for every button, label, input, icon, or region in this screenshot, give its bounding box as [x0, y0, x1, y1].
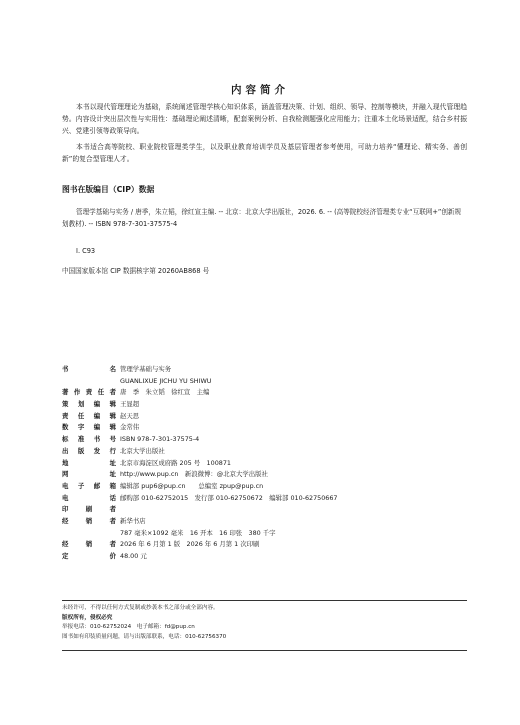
colophon-value: 787 毫米×1092 毫米 16 开本 16 印张 380 千字 — [120, 528, 276, 537]
colophon-label: 定价 — [62, 552, 116, 560]
colophon-table — [62, 364, 462, 563]
colophon-row-email — [62, 481, 462, 493]
notice-line-1: 未经许可，不得以任何方式复制或抄袭本书之部分或全部内容。 — [62, 605, 219, 611]
cip-heading: 图书在版编目（CIP）数据 — [62, 185, 155, 194]
colophon-value: 48.00 元 — [120, 552, 147, 560]
colophon-row-isbn — [62, 434, 462, 446]
colophon-label: 印刷者 — [62, 505, 116, 514]
colophon-row-planning-editor — [62, 399, 462, 411]
colophon-row-publisher — [62, 446, 462, 458]
colophon-value: 邮购部 010-62752015 发行部 010-62750672 编辑部 010-62750667 — [120, 493, 338, 502]
divider-bottom — [62, 650, 467, 651]
colophon-label: 出版发行 — [62, 446, 116, 455]
colophon-label: 地址 — [62, 458, 116, 467]
colophon-row-printer — [62, 504, 462, 516]
colophon-label: 经销者 — [62, 516, 116, 525]
colophon-label: 电子邮箱 — [62, 481, 116, 490]
colophon-value: 金常伟 — [120, 423, 140, 432]
colophon-row-responsible-editor — [62, 411, 462, 423]
colophon-label: 著作责任者 — [62, 388, 116, 397]
colophon-row-format — [62, 528, 462, 540]
colophon-value: 2026 年 6 月第 1 版 2026 年 6 月第 1 次印刷 — [120, 540, 260, 549]
colophon-value: 北京大学出版社 — [120, 446, 165, 455]
notice-line-2: 版权所有，侵权必究 — [62, 614, 113, 621]
cip-classification: Ⅰ. C93 — [76, 247, 96, 255]
cip-data-number: 中国国家版本馆 CIP 数据核字第 20260AB868 号 — [62, 267, 210, 275]
colophon-value: 北京市海淀区成府路 205 号 100871 — [120, 458, 231, 467]
colophon-value: 唐 季 朱立韬 徐红宣 主编 — [120, 388, 210, 397]
cip-record: 管理学基础与实务 / 唐季，朱立韬，徐红宣主编. -- 北京：北京大学出版社，2026. 6. -- (高等院校经济管理类专业“互联网+”创新规划教材). -- ISBN 978-7-301-37575-4 — [62, 208, 462, 229]
colophon-value: 赵天思 — [120, 411, 140, 420]
colophon-value: ISBN 978-7-301-37575-4 — [120, 435, 200, 444]
colophon-value: GUANLIXUE JICHU YU SHIWU — [120, 376, 212, 385]
colophon-label: 电话 — [62, 493, 116, 502]
copyright-notice — [62, 604, 467, 642]
colophon-value: http://www.pup.cn 新浪微博：@北京大学出版社 — [120, 470, 268, 479]
colophon-row-price — [62, 551, 462, 563]
colophon-row-digital-editor — [62, 422, 462, 434]
colophon-row-title — [62, 364, 462, 376]
colophon-row-pinyin — [62, 376, 462, 388]
notice-line-3: 举报电话：010-62752024 电子邮箱：fd@pup.cn — [62, 624, 195, 631]
divider-top — [62, 600, 467, 601]
colophon-label: 书名 — [62, 365, 116, 373]
colophon-value: 王显超 — [120, 400, 140, 409]
colophon-label: 责任编辑 — [62, 411, 116, 420]
colophon-row-distributor — [62, 516, 462, 528]
colophon-value: 新华书店 — [120, 516, 146, 525]
colophon-value: 管理学基础与实务 — [120, 365, 172, 373]
colophon-row-author — [62, 387, 462, 399]
notice-line-4: 图书如有印装质量问题，请与出版部联系，电话：010-62756370 — [62, 633, 227, 640]
colophon-row-website — [62, 469, 462, 481]
colophon-row-edition — [62, 539, 462, 551]
colophon-row-address — [62, 458, 462, 470]
summary-title: 内容简介 — [231, 84, 289, 96]
colophon-label: 策划编辑 — [62, 400, 116, 409]
colophon-row-phone — [62, 493, 462, 505]
colophon-label: 标准书号 — [62, 435, 116, 444]
summary-paragraph-2: 本书适合高等院校、职业院校管理类学生，以及职业教育培训学员及基层管理者参考使用，可助力培养“懂理论、精实务、善创新”的复合型管理人才。 — [62, 143, 467, 164]
summary-paragraph-1: 本书以现代管理理论为基础，系统阐述管理学核心知识体系，涵盖管理决策、计划、组织、领导、控制等模块，并融入现代管理趋势。内容设计突出层次性与实用性：基础理论阐述清晰，配套案例分析、自我检测题强化应用能力；注重本土化场景适配，结合乡村振兴、党建引领等政策导向。 — [62, 103, 467, 136]
colophon-label: 网址 — [62, 470, 116, 479]
colophon-label: 经销者 — [62, 540, 116, 549]
colophon-label: 数字编辑 — [62, 423, 116, 432]
colophon-value: 编辑部 pup6@pup.cn 总编室 zpup@pup.cn — [120, 481, 264, 490]
